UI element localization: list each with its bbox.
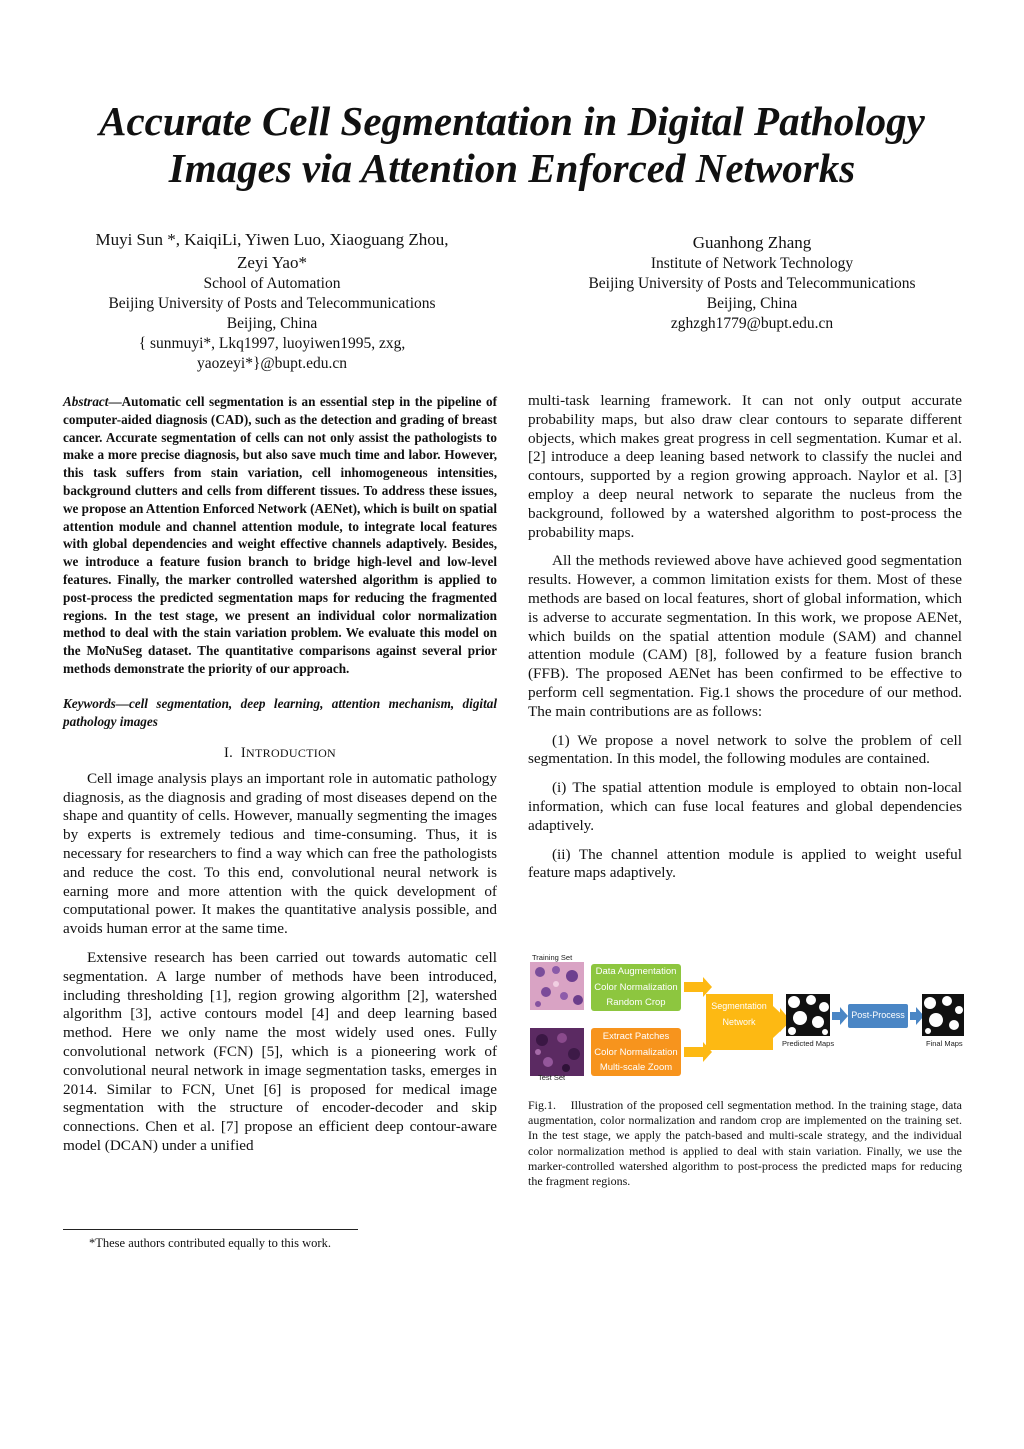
segmentation-network-label (706, 999, 772, 1030)
footnote: *These authors contributed equally to this work. (89, 1236, 331, 1250)
section-title-initial: I (240, 744, 247, 761)
step-data-augmentation: Data Augmentation (595, 966, 677, 977)
right-paragraph-5: (ii) The channel attention module is applied to weight useful feature maps adaptively. (528, 845, 962, 882)
author-univ: Beijing University of Posts and Telecommunications (108, 295, 436, 312)
final-maps-image (922, 994, 964, 1036)
abstract-text: —Automatic cell segmentation is an essential step in the pipeline of computer-aided diagnosis (CAD), such as the detection and grading of breast cancer. Accurate segmentation of cells can not only assist the pathologists to make a more precise diagnosis, but also save much time and labor. However, this task suffers from stain variation, cell inhomogeneous intensities, background clutters and cells from different tissues. To address these issues, we propose an Attention Enforced Network (AENet), which is built on spatial attention module and channel attention module, to integrate local features with global dependencies and weight effective channels adaptively. Besides, we introduce a feature fusion branch to bridge high-level and low-level features. Finally, the marker controlled watershed algorithm is applied to post-process the predicted segmentation maps for reducing the fragmented regions. In the test stage, we present an individual color normalization method to deal with the stain variation problem. We evaluate this model on the MoNuSeg dataset. The quantitative comparisons against several prior methods demonstrate the priority of our approach. (63, 394, 497, 676)
author-univ-right: Beijing University of Posts and Telecommunications (588, 275, 916, 292)
step-multiscale-zoom: Multi-scale Zoom (599, 1062, 673, 1073)
predicted-maps-label: Predicted Maps (782, 1039, 835, 1048)
author-dept: School of Automation (203, 275, 341, 292)
right-column (528, 392, 962, 893)
test-image (530, 1028, 584, 1076)
paper-title (40, 98, 984, 192)
test-set-label: Test Set (538, 1073, 566, 1082)
section-heading-introduction (63, 745, 497, 762)
section-title-rest: NTRODUCTION (246, 745, 337, 760)
intro-paragraph-2: Extensive research has been carried out towards automatic cell segmentation. A large number of methods have been introduced, including thresholding [1], region growing algorithm [2], watershed algorithm [3], active contours model [4] and deep learning based method. Here we only name the most widely used ones. Fully convolutional network (FCN) [5], which is a pioneering work of convolutional neural network in image segmentation tasks, emerges in 2014. Similar to FCN, Unet [6] is proposed for medical image segmentation with the structure of encoder-decoder and skip connections. Chen et al. [7] propose an efficient deep contour-aware model (DCAN) under a unified (63, 948, 497, 1154)
right-paragraph-1: multi-task learning framework. It can not only output accurate probability maps, but also draw clear contours to separate different objects, which makes great progress in cell segmentation. Kumar et al. [2] introduce a deep leaning based network to classify the nuclei and contours, supported by a region growing approach. Naylor et al. [3] employ a deep neural network to separate the nucleus from the background, followed by a watershed algorithm to post-process the probability maps. (528, 392, 962, 541)
right-paragraph-2: All the methods reviewed above have achieved good segmentation results. However, a common limitation exists for them. Most of these methods are based on local features, short of global information, which is adverse to accurate segmentation. In this work, we propose AENet, which builds on the spatial attention module (SAM) and channel attention module (CAM) [8], followed by a feature fusion branch (FFB). The proposed AENet has been confirmed to be effective to perform cell segmentation. Fig.1 shows the procedure of our method. The main contributions are as follows: (528, 552, 962, 720)
author-city: Beijing, China (226, 315, 318, 332)
footnote-rule (63, 1229, 358, 1230)
author-city-right: Beijing, China (706, 295, 798, 312)
seg-net-line-2: Network (722, 1016, 756, 1027)
test-steps (591, 1029, 681, 1076)
author-dept-right: Institute of Network Technology (650, 255, 854, 272)
arrow-postprocess-to-final-icon (910, 1007, 924, 1025)
keywords-text: —cell segmentation, deep learning, attention mechanism, digital pathology images (63, 695, 497, 729)
authors-right (540, 231, 964, 334)
intro-paragraph-1: Cell image analysis plays an important role in automatic pathology diagnosis, as the diagnosis and grading of most diseases depend on the shape and quantity of cells. However, manually segmenting the images by experts is extremely tedious and time-consuming. Thus, it is necessary for researchers to find a way which can free the pathologists and reduce the cost. To this end, convolutional neural network is earning more and more attention with the quick development of computational power. It makes the quantitative analysis possible, and avoids human error at the same time. (63, 769, 497, 938)
right-paragraph-3: (1) We propose a novel network to solve the problem of cell segmentation. In this model, the following modules are contained. (528, 731, 962, 768)
author-names-line-1: Muyi Sun *, KaiqiLi, Yiwen Luo, Xiaoguang Zhou, (95, 230, 449, 249)
training-image (530, 962, 584, 1010)
arrow-maps-to-postprocess-icon (832, 1007, 848, 1025)
figure-caption (528, 1098, 962, 1189)
abstract (63, 393, 497, 678)
training-set-label: Training Set (532, 953, 573, 962)
author-name-right: Guanhong Zhang (692, 233, 812, 252)
title-line-1: Accurate Cell Segmentation in Digital Pathology (99, 98, 925, 144)
right-paragraph-4: (i) The spatial attention module is employed to obtain non-local information, which can fuse local features and global dependencies adaptively. (528, 779, 962, 834)
final-maps-label: Final Maps (926, 1039, 963, 1048)
abstract-label: Abstract (63, 394, 109, 409)
step-color-normalization-train: Color Normalization (594, 981, 678, 993)
post-process-label: Post-Process (851, 1010, 905, 1020)
step-color-normalization-test: Color Normalization (594, 1046, 678, 1058)
figure-1 (528, 952, 968, 1087)
keywords-label: Keywords (63, 695, 116, 711)
step-extract-patches: Extract Patches (602, 1031, 670, 1042)
seg-net-line-1: Segmentation (711, 1001, 767, 1011)
title-line-2: Images via Attention Enforced Networks (168, 145, 856, 191)
step-random-crop: Random Crop (606, 997, 666, 1008)
caption-text: Illustration of the proposed cell segmentation method. In the training stage, data augmentation, color normalization and random crop are implemented on the training set. In the test stage, we apply the patch-based and multi-scale strategy, and the individual color normalization method is applied to deal with stain variation. Finally, we use the marker-controlled watershed algorithm to post-process the predicted maps for reducing the fragment regions. (528, 1098, 963, 1189)
author-email-line-1: { sunmuyi*, Lkq1997, luoyiwen1995, zxg, (138, 335, 406, 352)
intro-body (63, 770, 497, 1156)
predicted-maps-image (786, 994, 830, 1036)
left-column (63, 393, 497, 1166)
authors-left (60, 228, 484, 374)
author-email-line-2: yaozeyi*}@bupt.edu.cn (197, 355, 347, 372)
training-steps (591, 964, 681, 1011)
caption-label: Fig.1. (528, 1098, 557, 1112)
author-email-right: zghzgh1779@bupt.edu.cn (670, 315, 834, 332)
keywords (63, 695, 497, 731)
author-names-line-2: Zeyi Yao* (237, 253, 307, 272)
section-number: I. (223, 744, 234, 761)
